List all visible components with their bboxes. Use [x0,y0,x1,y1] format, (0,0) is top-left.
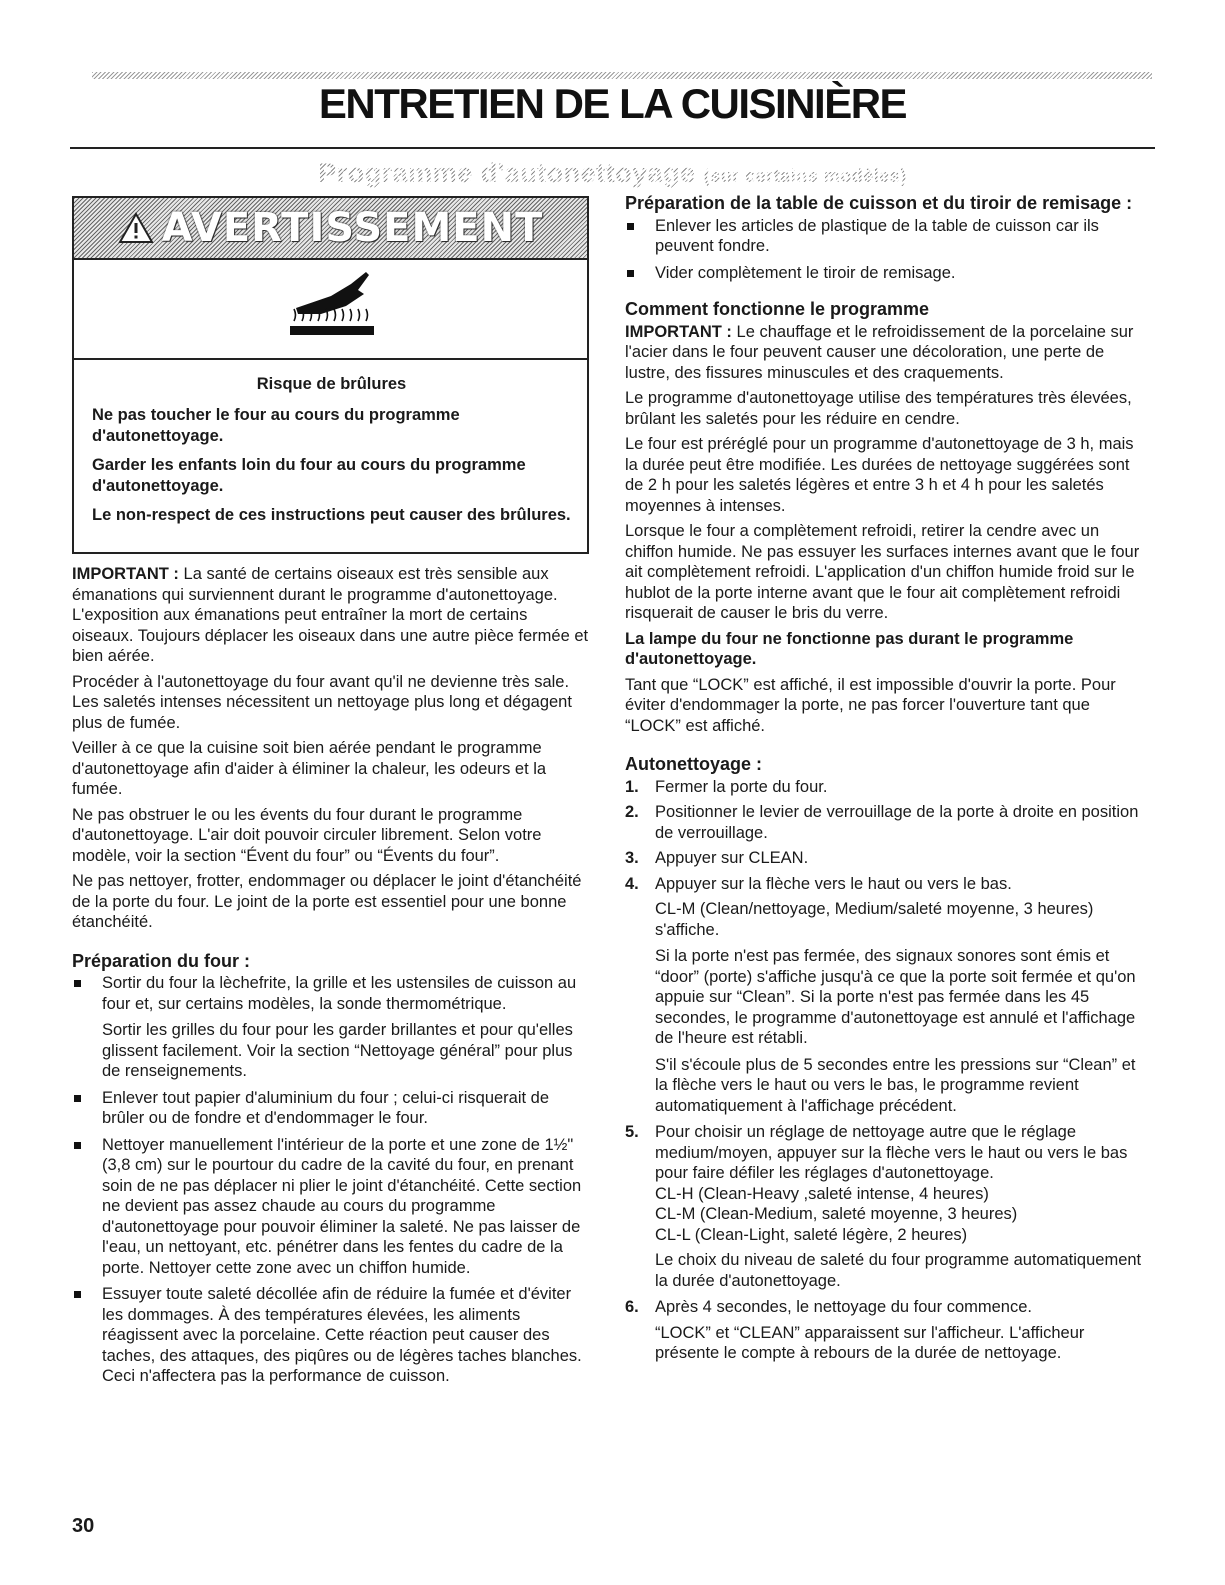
warning-line: Garder les enfants loin du four au cours du programme d'autonettoyage. [92,456,526,495]
step-detail: S'il s'écoule plus de 5 secondes entre les pressions sur “Clean” et la flèche vers le haut ou vers le bas, le programme revient automatiquement à l'affichage précédent. [655,1055,1136,1115]
section-subtitle [0,158,1225,189]
warning-triangle-icon [118,212,154,244]
warning-header-text: AVERTISSEMENT [161,204,544,251]
step-number: 4. [625,874,639,893]
step-number: 3. [625,849,639,867]
list-item: Enlever tout papier d'aluminium du four ; celui-ci risquerait de brûler ou de fondre et d'endommager le four. [72,1088,592,1129]
paragraph: Procéder à l'autonettoyage du four avant qu'il ne devienne très sale. Les saletés intenses nécessitent un nettoyage plus long et dégagent plus de fumée. [72,672,572,732]
warning-line: Le non-respect de ces instructions peut causer des brûlures. [92,506,571,524]
list-item: Sortir du four la lèchefrite, la grille et les ustensiles de cuisson au four et, sur certains modèles, la sonde thermométrique. [72,973,592,1014]
step-item [625,1122,1150,1245]
step-item [625,802,1150,843]
step-number: 1. [625,777,639,796]
list-item: Essuyer toute saleté décollée afin de réduire la fumée et d'éviter les dommages. À des températures élevées, les aliments réagissent avec la porcelaine. Cette réaction peut causer des taches, des attaques, des piqûres ou de légères taches blanches. Ceci n'affectera pas la performance de cuisson. [72,1284,592,1387]
subtitle-note: (sur certains modèles) [703,166,907,186]
paragraph: Le programme d'autonettoyage utilise des températures très élevées, brûlant les saletés pour les réduire en cendre. [625,389,1132,428]
clean-level: CL-M (Clean-Medium, saleté moyenne, 3 heures) [655,1205,1018,1223]
list-item: Enlever les articles de plastique de la table de cuisson car ils peuvent fondre. [625,216,1150,257]
step-detail: Le choix du niveau de saleté du four programme automatiquement la durée d'autonettoyage. [655,1251,1142,1290]
list-item: Vider complètement le tiroir de remisage. [625,263,1150,284]
step-detail: “LOCK” et “CLEAN” apparaissent sur l'afficheur. L'afficheur présente le compte à rebours de la durée de nettoyage. [655,1323,1085,1362]
step-text: Appuyer sur la flèche vers le haut ou vers le bas. [655,874,1012,893]
title-rule [70,147,1155,149]
step-number: 5. [625,1123,639,1141]
warning-icon-area [74,260,587,360]
how-heading: Comment fonctionne le programme [625,299,930,319]
hot-surface-hand-icon [276,266,386,352]
right-column [625,193,1150,1370]
list-item: Nettoyer manuellement l'intérieur de la porte et une zone de 1½" (3,8 cm) sur le pourtour du cadre de la cavité du four, en prenant soin de ne pas déplacer ni plier le joint d'étanchéité. Cette section ne devient pas assez chaude au cours du programme d'autonettoyage pour pouvoir éliminer la saleté. Ne pas laisser de l'eau, un nettoyant, etc. pénétrer dans les fentes du cadre de la porte. Nettoyer cette zone avec un chiffon humide. [72,1135,592,1279]
step-text: Appuyer sur CLEAN. [655,849,809,867]
prep-table-heading: Préparation de la table de cuisson et du tiroir de remisage : [625,193,1133,213]
important-label: IMPORTANT : [72,565,179,583]
step-detail: Si la porte n'est pas fermée, des signaux sonores sont émis et “door” (porte) s'affiche jusqu'à ce que la porte soit fermée et qu'on appuie sur “Clean”. Si la porte n'est pas fermée dans les 45 secondes, le programme d'autonettoyage est annulé et l'affichage de l'heure est rétabli. [655,947,1136,1047]
page-title: ENTRETIEN DE LA CUISINIÈRE [318,80,907,127]
step-text: Après 4 secondes, le nettoyage du four commence. [655,1298,1032,1316]
warning-line: Ne pas toucher le four au cours du programme d'autonettoyage. [92,406,460,445]
paragraph: Veiller à ce que la cuisine soit bien aérée pendant le programme d'autonettoyage afin d'aider à éliminer la chaleur, les odeurs et la fumée. [72,739,547,798]
step-item [625,848,1150,869]
clean-level: CL-L (Clean-Light, saleté légère, 2 heures) [655,1225,968,1244]
prep-oven-heading: Préparation du four : [72,950,251,971]
page-number: 30 [72,1515,95,1537]
how-important-paragraph [625,322,1150,384]
paragraph: Lorsque le four a complètement refroidi, retirer la cendre avec un chiffon humide. Ne pas essuyer les surfaces internes avant que le four ait complètement refroidi. L'application d'un chiffon humide froid sur le hublot de la porte interne avant que le four ait complètement refroidi risquerait de causer le bris du verre. [625,522,1140,622]
self-clean-heading: Autonettoyage : [625,754,762,774]
step-text: Fermer la porte du four. [655,777,828,796]
paragraph: Le four est préréglé pour un programme d'autonettoyage de 3 h, mais la durée peut être modifiée. Les durées de nettoyage suggérées sont de 2 h pour les saletés légères et entre 3 h et 4 h pour les saletés moyennes à intenses. [625,435,1134,515]
warning-body [74,360,587,552]
step-item [625,1297,1150,1318]
warning-box [72,196,589,554]
warning-risk: Risque de brûlures [256,375,407,393]
step-item [625,777,1150,798]
step-item [625,874,1150,895]
subtitle-text: Programme d'autonettoyage [318,158,696,188]
left-column [72,196,592,1393]
how-important-text: Le chauffage et le refroidissement de la porcelaine sur l'acier dans le four peuvent causer une décoloration, une perte de lustre, des fissures minuscules et des craquements. [625,322,1134,382]
clean-level: CL-H (Clean-Heavy ,saleté intense, 4 heures) [655,1184,989,1203]
step-number: 2. [625,803,639,821]
paragraph: Tant que “LOCK” est affiché, il est impossible d'ouvrir la porte. Pour éviter d'endommager la porte, ne pas forcer l'ouverture tant que “LOCK” est affiché. [625,675,1116,735]
important-text: La santé de certains oiseaux est très sensible aux émanations qui surviennent durant le programme d'autonettoyage. L'exposition aux émanations peut entraîner la mort de certains oiseaux. Toujours déplacer les oiseaux dans une autre pièce fermée et bien aérée. [72,565,589,665]
paragraph: Ne pas obstruer le ou les évents du four durant le programme d'autonettoyage. L'air doit pouvoir circuler librement. Selon votre modèle, voir la section “Évent du four” ou “Évents du four”. [72,805,542,865]
warning-header [74,198,587,260]
top-hatched-rule [92,72,1152,79]
step-text: Pour choisir un réglage de nettoyage autre que le réglage medium/moyen, appuyer sur la flèche vers le haut ou vers le bas pour faire défiler les réglages d'autonettoyage. [655,1123,1128,1182]
how-important-label: IMPORTANT : [625,322,732,341]
lamp-note: La lampe du four ne fonctionne pas durant le programme d'autonettoyage. [625,629,1074,668]
important-paragraph [72,564,592,667]
list-item-detail: Sortir les grilles du four pour les garder brillantes et pour qu'elles glissent facilement. Voir la section “Nettoyage général” pour plus de renseignements. [102,1021,573,1080]
step-text: Positionner le levier de verrouillage de la porte à droite en position de verrouillage. [655,803,1139,842]
step-number: 6. [625,1298,639,1316]
paragraph: Ne pas nettoyer, frotter, endommager ou déplacer le joint d'étanchéité de la porte du four. Le joint de la porte est essentiel pour une bonne étanchéité. [72,872,582,931]
step-detail: CL-M (Clean/nettoyage, Medium/saleté moyenne, 3 heures) s'affiche. [655,900,1094,939]
